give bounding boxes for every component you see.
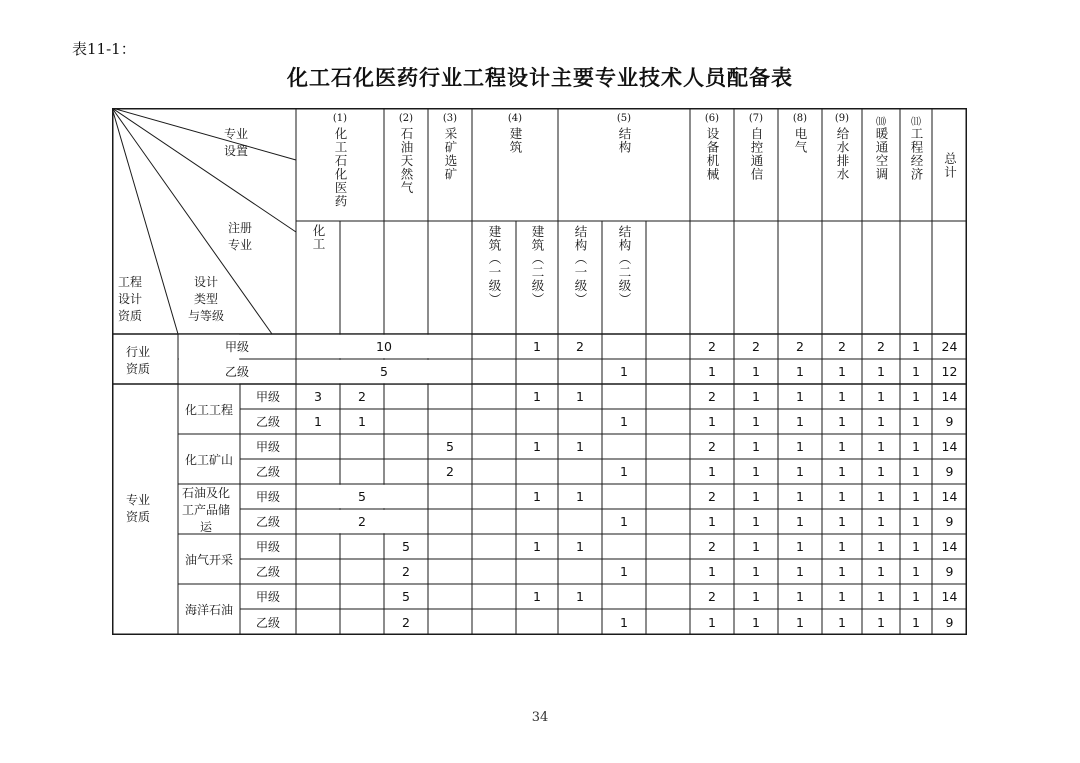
- corner-label-qualification: 工程 设计 资质: [118, 275, 143, 323]
- value-petroleum: 2: [402, 614, 410, 630]
- row-grade: 乙级: [255, 615, 280, 630]
- group-storage: 石油及化 工产品储 运: [182, 486, 231, 534]
- value-architecture-2: [516, 609, 558, 635]
- value-chem-1: 1: [314, 414, 322, 429]
- section-industry-label: 行业 资质: [126, 345, 151, 376]
- value-col-10: 1: [877, 614, 885, 630]
- value-col-7: 1: [752, 539, 760, 554]
- value-col-6: 1: [708, 514, 716, 529]
- value-structure-1: 1: [576, 389, 584, 404]
- value-architecture-2: 1: [533, 589, 541, 604]
- value-col-7: 1: [752, 489, 760, 504]
- section-professional-label: 专业 资质: [126, 493, 151, 524]
- specialty-index-11: ⑾: [911, 117, 921, 128]
- group-chemical-engineering: 化工工程: [184, 402, 233, 417]
- value-structure-2: 1: [620, 564, 628, 579]
- value-mining: [428, 559, 472, 584]
- value-petroleum: 2: [402, 564, 410, 579]
- value-col-6: 2: [708, 489, 716, 504]
- value-architecture-1: [472, 609, 516, 635]
- value-col-10: 1: [877, 514, 885, 529]
- value-col-10: 1: [877, 364, 885, 379]
- value-structure-2: [602, 434, 646, 459]
- table-caption: 表11-1：: [72, 40, 136, 58]
- value-merged-1-2: 2: [358, 514, 366, 529]
- specialty-name-6: 设备机械: [705, 127, 720, 181]
- value-architecture-2: 1: [533, 339, 541, 354]
- value-col-6: 2: [708, 389, 716, 404]
- value-col-9: 1: [838, 614, 846, 630]
- value-architecture-1: [472, 509, 516, 534]
- value-col-8: 1: [796, 389, 804, 404]
- value-col-8: 1: [796, 414, 804, 429]
- registered-architecture-grade2: 建筑（二级）: [530, 225, 545, 306]
- group-offshore: 海洋石油: [184, 603, 233, 617]
- value-col-11: 1: [912, 464, 920, 479]
- value-architecture-1: [472, 559, 516, 584]
- corner-label-registered-specialty: 注册 专业: [228, 221, 253, 252]
- specialty-index-10: ⑽: [876, 117, 886, 128]
- value-col-6: 2: [708, 439, 716, 454]
- value-petroleum: [384, 384, 428, 409]
- value-col-10: 1: [877, 489, 885, 504]
- value-col-6: 1: [708, 364, 716, 379]
- value-architecture-2: [516, 359, 558, 384]
- value-col-12: 14: [941, 589, 958, 604]
- value-mining: [428, 384, 472, 409]
- value-chem-1: [296, 584, 340, 609]
- value-col-6: 2: [708, 589, 716, 604]
- value-mining: [428, 409, 472, 434]
- value-architecture-1: [472, 484, 516, 509]
- value-architecture-2: [516, 509, 558, 534]
- value-col-11: 1: [912, 339, 920, 354]
- value-merged-1-3: 5: [380, 364, 388, 379]
- value-col-10: 1: [877, 464, 885, 479]
- value-col-8: 1: [796, 514, 804, 529]
- row-grade: 甲级: [255, 540, 280, 554]
- value-mining: [428, 609, 472, 635]
- row-grade: 甲级: [255, 590, 280, 604]
- value-structure-1: [558, 409, 602, 434]
- value-chem-1: [296, 609, 340, 635]
- value-petroleum: [384, 409, 428, 434]
- value-col-6: 1: [708, 414, 716, 429]
- corner-label-design-type: 设计 类型 与等级: [188, 275, 225, 323]
- value-structure-1: 1: [576, 439, 584, 454]
- value-chem-2: [340, 559, 384, 584]
- value-col-6: 2: [708, 539, 716, 554]
- row-grade: 乙级: [255, 415, 280, 429]
- value-col-12: 9: [945, 564, 954, 579]
- value-architecture-2: 1: [533, 539, 541, 554]
- value-col-8: 1: [796, 364, 804, 379]
- value-structure-2: 1: [620, 514, 628, 529]
- value-structure-2: [602, 584, 646, 609]
- value-col-7: 1: [752, 589, 760, 604]
- specialty-name-9: 给水排水: [835, 127, 850, 181]
- value-col-8: 1: [796, 614, 804, 630]
- value-col-11: 1: [912, 364, 920, 379]
- value-petroleum: 5: [402, 539, 410, 554]
- specialty-index-8: (8): [792, 113, 808, 124]
- page-number: 34: [531, 710, 549, 725]
- specialty-name-2: 石油天然气: [399, 127, 414, 195]
- value-col-11: 1: [912, 439, 920, 454]
- specialty-name-7: 自控通信: [749, 127, 764, 181]
- value-structure-2: [602, 484, 646, 509]
- value-architecture-2: 1: [533, 439, 541, 454]
- value-architecture-1: [472, 534, 516, 559]
- value-col-10: 1: [877, 564, 885, 579]
- value-chem-1: [296, 559, 340, 584]
- value-col-7: 1: [752, 389, 760, 404]
- value-merged-1-2: 5: [358, 489, 366, 504]
- specialty-index-6: (6): [704, 113, 720, 124]
- value-col-7: 1: [752, 414, 760, 429]
- value-col-11: 1: [912, 389, 920, 404]
- value-col-10: 1: [877, 389, 885, 404]
- registered-structure-grade2: 结构（二级）: [617, 225, 632, 306]
- industry-grade-b: 乙级: [224, 365, 249, 379]
- value-chem-1: [296, 434, 340, 459]
- group-chemical-mining: 化工矿山: [184, 452, 233, 467]
- value-col-10: 1: [877, 439, 885, 454]
- row-grade: 乙级: [255, 515, 280, 529]
- value-col-9: 1: [838, 489, 846, 504]
- specialty-index-4: (4): [507, 113, 523, 124]
- value-structure-1: [558, 459, 602, 484]
- value-col-8: 1: [796, 489, 804, 504]
- row-grade: 甲级: [255, 390, 280, 404]
- value-structure-1: 1: [576, 489, 584, 504]
- row-grade: 甲级: [255, 440, 280, 454]
- value-col-7: 2: [752, 339, 760, 354]
- value-col-8: 1: [796, 464, 804, 479]
- value-chem-1: [296, 459, 340, 484]
- registered-architecture-grade1: 建筑（一级）: [487, 225, 502, 306]
- value-col-7: 1: [752, 564, 760, 579]
- value-col-10: 1: [877, 539, 885, 554]
- value-col-12: 14: [941, 539, 958, 554]
- specialty-name-11: 工程经济: [909, 127, 924, 181]
- value-chem-2: 2: [358, 389, 366, 404]
- value-col-7: 1: [752, 439, 760, 454]
- value-chem-2: [340, 459, 384, 484]
- value-col-6: 1: [708, 464, 716, 479]
- specialty-index-9: (9): [834, 113, 850, 124]
- specialty-name-3: 采矿选矿: [443, 127, 458, 181]
- value-structure-1: 1: [576, 589, 584, 604]
- value-col-7: 1: [752, 464, 760, 479]
- value-mining: 5: [446, 439, 454, 454]
- value-structure-2: 1: [620, 614, 628, 630]
- industry-grade-a: 甲级: [224, 340, 249, 354]
- value-chem-2: [340, 534, 384, 559]
- value-structure-2: 1: [620, 364, 628, 379]
- value-col-12: 14: [941, 389, 958, 404]
- value-col-8: 1: [796, 564, 804, 579]
- value-col-12: 9: [945, 514, 954, 529]
- corner-diagonal: [112, 108, 296, 160]
- value-col-11: 1: [912, 564, 920, 579]
- value-col-10: 1: [877, 589, 885, 604]
- value-architecture-2: [516, 409, 558, 434]
- value-chem-2: [340, 584, 384, 609]
- value-col-8: 1: [796, 589, 804, 604]
- value-col-6: 2: [708, 339, 716, 354]
- specialty-name-8: 电气: [793, 127, 808, 154]
- value-architecture-1: [472, 584, 516, 609]
- specialty-index-7: (7): [748, 113, 764, 124]
- value-col-11: 1: [912, 539, 920, 554]
- specialty-name-4: 建筑: [508, 127, 523, 154]
- value-chem-2: [340, 609, 384, 635]
- value-structure-1: [558, 559, 602, 584]
- value-merged-1-3: 10: [376, 339, 392, 354]
- staffing-table: [112, 108, 967, 635]
- value-mining: [428, 484, 472, 509]
- value-architecture-1: [472, 459, 516, 484]
- value-architecture-2: 1: [533, 389, 541, 404]
- value-mining: [428, 534, 472, 559]
- value-architecture-2: [516, 459, 558, 484]
- value-col-9: 1: [838, 514, 846, 529]
- corner-label-specialty-setting: 专业 设置: [224, 127, 249, 158]
- value-col-9: 1: [838, 364, 846, 379]
- row-grade: 乙级: [255, 565, 280, 579]
- value-col-12: 9: [945, 464, 954, 479]
- value-structure-2: [602, 384, 646, 409]
- value-chem-1: 3: [314, 389, 322, 404]
- total-column-header: 总计: [942, 152, 958, 179]
- value-architecture-1: [472, 359, 516, 384]
- specialty-name-5: 结构: [617, 127, 632, 154]
- value-petroleum: [384, 434, 428, 459]
- specialty-index-3: (3): [442, 113, 458, 124]
- value-col-7: 1: [752, 364, 760, 379]
- value-architecture-2: [516, 559, 558, 584]
- specialty-index-5: (5): [616, 113, 632, 124]
- value-col-6: 1: [708, 614, 716, 630]
- registered-chemical: 化工: [311, 224, 326, 251]
- value-architecture-1: [472, 409, 516, 434]
- value-architecture-2: 1: [533, 489, 541, 504]
- value-structure-1: [558, 359, 602, 384]
- value-col-12: 9: [945, 614, 954, 630]
- value-col-9: 1: [838, 564, 846, 579]
- value-col-9: 2: [838, 339, 846, 354]
- value-col-10: 2: [877, 339, 885, 354]
- value-col-10: 1: [877, 414, 885, 429]
- document-title: 化工石化医药行业工程设计主要专业技术人员配备表: [287, 66, 793, 90]
- value-structure-2: [602, 334, 646, 359]
- value-col-9: 1: [838, 539, 846, 554]
- value-architecture-1: [472, 334, 516, 359]
- value-petroleum: 5: [402, 589, 410, 604]
- group-oil-gas: 油气开采: [184, 552, 233, 567]
- value-col-8: 2: [796, 339, 804, 354]
- specialty-index-2: (2): [398, 113, 414, 124]
- value-structure-1: [558, 609, 602, 635]
- row-grade: 乙级: [255, 465, 280, 479]
- value-architecture-1: [472, 434, 516, 459]
- value-col-8: 1: [796, 539, 804, 554]
- value-chem-1: [296, 534, 340, 559]
- value-col-11: 1: [912, 414, 920, 429]
- value-col-12: 24: [941, 339, 958, 354]
- value-col-7: 1: [752, 514, 760, 529]
- specialty-index-1: (1): [332, 113, 348, 124]
- value-col-11: 1: [912, 589, 920, 604]
- value-col-12: 9: [945, 414, 954, 429]
- value-petroleum: [384, 459, 428, 484]
- value-structure-2: [602, 534, 646, 559]
- value-chem-2: [340, 434, 384, 459]
- value-col-11: 1: [912, 489, 920, 504]
- value-structure-1: [558, 509, 602, 534]
- value-mining: [428, 509, 472, 534]
- value-col-9: 1: [838, 464, 846, 479]
- corner-diagonal: [112, 108, 296, 232]
- value-col-9: 1: [838, 389, 846, 404]
- value-col-11: 1: [912, 614, 920, 630]
- row-grade: 甲级: [255, 490, 280, 504]
- value-mining: 2: [446, 464, 454, 479]
- value-structure-1: 1: [576, 539, 584, 554]
- value-col-12: 12: [941, 364, 958, 379]
- value-col-8: 1: [796, 439, 804, 454]
- specialty-name-1: 化工石化医药: [333, 127, 348, 208]
- value-architecture-1: [472, 384, 516, 409]
- value-col-11: 1: [912, 514, 920, 529]
- value-mining: [428, 584, 472, 609]
- value-structure-1: 2: [576, 339, 584, 354]
- value-chem-2: 1: [358, 414, 366, 429]
- registered-structure-grade1: 结构（一级）: [573, 225, 588, 306]
- value-col-7: 1: [752, 614, 760, 630]
- value-col-9: 1: [838, 589, 846, 604]
- value-col-6: 1: [708, 564, 716, 579]
- value-col-12: 14: [941, 489, 958, 504]
- value-col-12: 14: [941, 439, 958, 454]
- value-col-9: 1: [838, 414, 846, 429]
- value-structure-2: 1: [620, 464, 628, 479]
- specialty-name-10: 暖通空调: [874, 127, 889, 181]
- value-structure-2: 1: [620, 414, 628, 429]
- value-col-9: 1: [838, 439, 846, 454]
